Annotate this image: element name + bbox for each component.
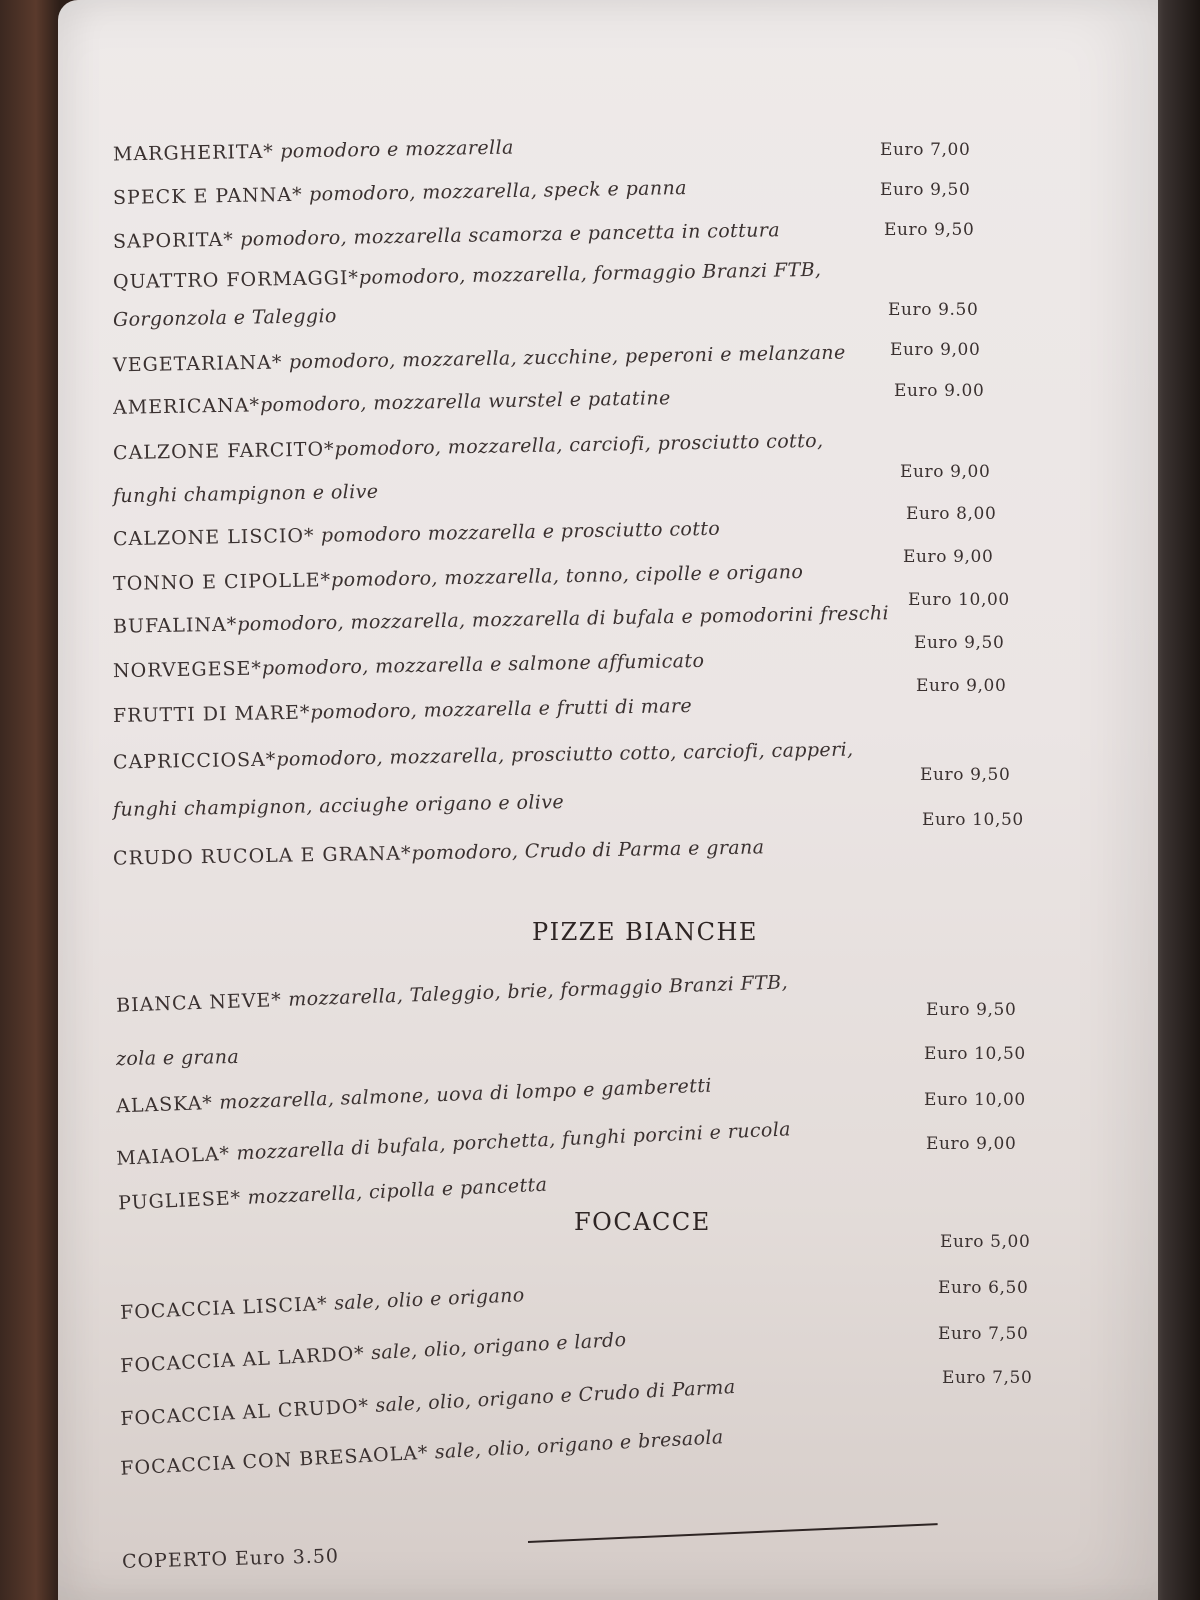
item-name: FOCACCIA LISCIA* [119,1292,329,1324]
item-desc-continued: zola e grana [115,1045,240,1071]
item-desc: mozzarella, Taleggio, brie, formaggio Branzi FTB, [281,971,789,1011]
section-heading-pizze-bianche: PIZZE BIANCHE [532,918,758,946]
menu-item [113,602,889,638]
item-price: Euro 9.50 [888,300,979,320]
item-name: BIANCA NEVE* [115,988,283,1017]
menu-item [113,739,854,774]
item-desc: sale, olio, origano e lardo [364,1328,627,1365]
item-desc: mozzarella, cipolla e pancetta [240,1173,548,1209]
item-desc: sale, olio, origano e Crudo di Parma [368,1375,737,1418]
item-desc-continued: Gorgonzola e Taleggio [112,305,337,331]
item-desc: pomodoro, mozzarella, prosciutto cotto, carciofi, capperi, [276,738,854,771]
item-name: NORVEGESE* [112,657,263,683]
menu-item [116,1075,712,1118]
item-price: Euro 9,50 [914,633,1005,653]
item-name: AMERICANA* [112,394,261,419]
item-price: Euro 10,00 [924,1090,1026,1110]
item-price: Euro 9,50 [926,1000,1017,1020]
item-name: VEGETARIANA* [112,351,283,377]
menu-item [120,1329,627,1377]
item-desc: pomodoro, mozzarella, carciofi, prosciutto cotto, [334,429,824,461]
menu-item [113,259,822,293]
item-desc: sale, olio e origano [327,1284,526,1315]
menu-item [113,836,765,869]
menu-item [120,1426,724,1480]
menu-item [113,177,687,209]
item-desc-continued: funghi champignon, acciughe origano e olive [112,791,565,821]
menu-item [113,342,846,377]
item-desc-continued: funghi champignon e olive [112,480,379,508]
item-name: BUFALINA* [112,613,238,638]
menu-item [113,561,804,595]
item-price: Euro 6,50 [938,1278,1029,1298]
item-name: FOCACCIA AL LARDO* [119,1342,366,1378]
menu-item [120,1376,736,1430]
item-price: Euro 9,00 [916,676,1007,696]
item-desc: pomodoro, mozzarella, mozzarella di bufala e pomodorini freschi [237,602,890,636]
item-desc: pomodoro, mozzarella e salmone affumicato [261,649,705,680]
item-desc: pomodoro, mozzarella, formaggio Branzi FTB, [358,258,822,289]
item-desc: pomodoro, mozzarella, tonno, cipolle e origano [330,560,804,592]
coperto-note: COPERTO Euro 3.50 [121,1545,340,1573]
item-desc: mozzarella di bufala, porchetta, funghi porcini e rucola [229,1118,792,1165]
item-name: FOCACCIA AL CRUDO* [119,1395,370,1431]
item-desc: pomodoro, mozzarella wurstel e patatine [259,387,671,417]
item-desc: sale, olio, origano e bresaola [427,1426,725,1464]
item-name: FOCACCIA CON BRESAOLA* [119,1441,430,1480]
item-desc: pomodoro, Crudo di Parma e grana [411,836,765,865]
item-desc: pomodoro, mozzarella scamorza e pancetta in cottura [233,219,781,251]
signature-line [528,1523,938,1543]
item-name: SPECK E PANNA* [112,183,303,210]
menu-item [113,695,692,727]
item-desc: pomodoro, mozzarella e frutti di mare [310,694,693,724]
item-price: Euro 9.00 [894,381,985,401]
item-name: CALZONE LISCIO* [112,524,315,551]
item-name: CRUDO RUCOLA E GRANA* [112,842,412,870]
item-name: MAIAOLA* [115,1142,231,1170]
menu-page [58,0,1158,1600]
menu-item [113,387,671,419]
item-price: Euro 9,50 [880,180,971,200]
item-price: Euro 5,00 [940,1232,1031,1252]
item-price: Euro 10,50 [924,1044,1026,1064]
menu-item [113,518,720,551]
item-price: Euro 9,50 [920,765,1011,785]
item-price: Euro 7,50 [942,1368,1033,1388]
item-price: Euro 10,50 [922,810,1024,830]
item-name: CAPRICCIOSA* [112,748,277,774]
item-name: ALASKA* [115,1092,214,1118]
item-price: Euro 7,50 [938,1324,1029,1344]
item-name: CALZONE FARCITO* [112,438,335,465]
item-price: Euro 7,00 [880,140,971,160]
item-name: SAPORITA* [112,228,234,253]
item-name: QUATTRO FORMAGGI* [112,266,360,294]
menu-item [113,430,824,464]
menu-item [113,137,514,166]
item-price: Euro 8,00 [906,504,997,524]
item-price: Euro 10,00 [908,590,1010,610]
item-price: Euro 9,00 [926,1134,1017,1154]
item-name: PUGLIESE* [117,1187,242,1215]
menu-item [116,1118,792,1169]
item-price: Euro 9,00 [890,340,981,360]
menu-item [120,1284,525,1324]
item-desc: pomodoro e mozzarella [273,136,514,163]
item-price: Euro 9,00 [903,547,994,567]
menu-item [116,971,789,1016]
item-name: MARGHERITA* [112,140,274,166]
item-name: TONNO E CIPOLLE* [112,569,332,596]
menu-item [113,219,780,253]
item-desc: pomodoro, mozzarella, speck e panna [302,176,688,206]
item-name: FRUTTI DI MARE* [112,701,311,728]
item-price: Euro 9,50 [884,220,975,240]
item-desc: mozzarella, salmone, uova di lompo e gamberetti [212,1074,713,1115]
item-desc: pomodoro, mozzarella, zucchine, peperoni e melanzane [282,341,846,374]
menu-item [113,650,705,682]
section-heading-focacce: FOCACCE [574,1208,711,1236]
menu-item [118,1174,548,1215]
item-desc: pomodoro mozzarella e prosciutto cotto [314,517,721,547]
item-price: Euro 9,00 [900,462,991,482]
